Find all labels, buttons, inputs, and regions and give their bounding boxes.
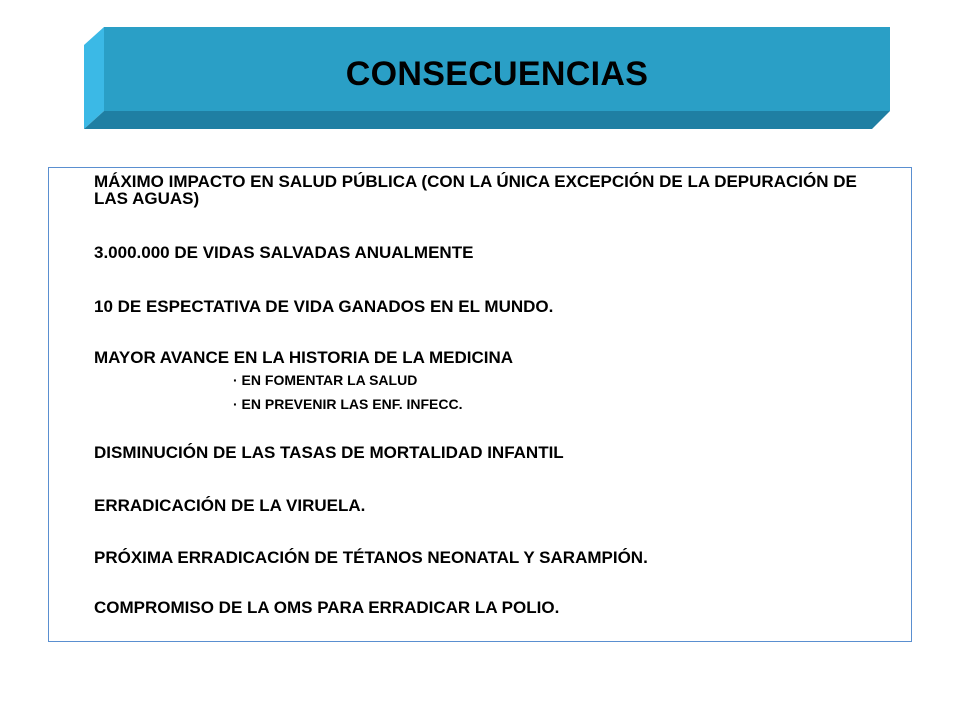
bullet-item-public-health: MÁXIMO IMPACTO EN SALUD PÚBLICA (CON LA ÚNICA EXCEPCIÓN DE LA DEPURACIÓN DE LAS AGUAS) xyxy=(94,172,857,208)
bullet-item-polio: COMPROMISO DE LA OMS PARA ERRADICAR LA POLIO. xyxy=(94,598,560,617)
bullet-item-lives-saved: 3.000.000 DE VIDAS SALVADAS ANUALMENTE xyxy=(94,243,474,262)
page-title: CONSECUENCIAS xyxy=(345,55,649,93)
bullet-item-life-expectancy: 10 DE ESPECTATIVA DE VIDA GANADOS EN EL MUNDO. xyxy=(94,297,554,316)
title-banner xyxy=(84,27,890,129)
content-box xyxy=(48,167,912,642)
sub-item-promote-health: · EN FOMENTAR LA SALUD xyxy=(233,372,418,388)
bullet-item-medicine-advance: MAYOR AVANCE EN LA HISTORIA DE LA MEDICINA xyxy=(94,348,514,367)
bullet-item-tetanus-measles: PRÓXIMA ERRADICACIÓN DE TÉTANOS NEONATAL Y SARAMPIÓN. xyxy=(94,548,648,567)
banner-bottom-bevel xyxy=(84,111,890,129)
sub-item-prevent-infections: · EN PREVENIR LAS ENF. INFECC. xyxy=(233,396,463,412)
bullet-item-smallpox: ERRADICACIÓN DE LA VIRUELA. xyxy=(94,496,366,515)
banner-left-bevel xyxy=(84,27,104,129)
bullet-item-infant-mortality: DISMINUCIÓN DE LAS TASAS DE MORTALIDAD INFANTIL xyxy=(94,443,564,462)
